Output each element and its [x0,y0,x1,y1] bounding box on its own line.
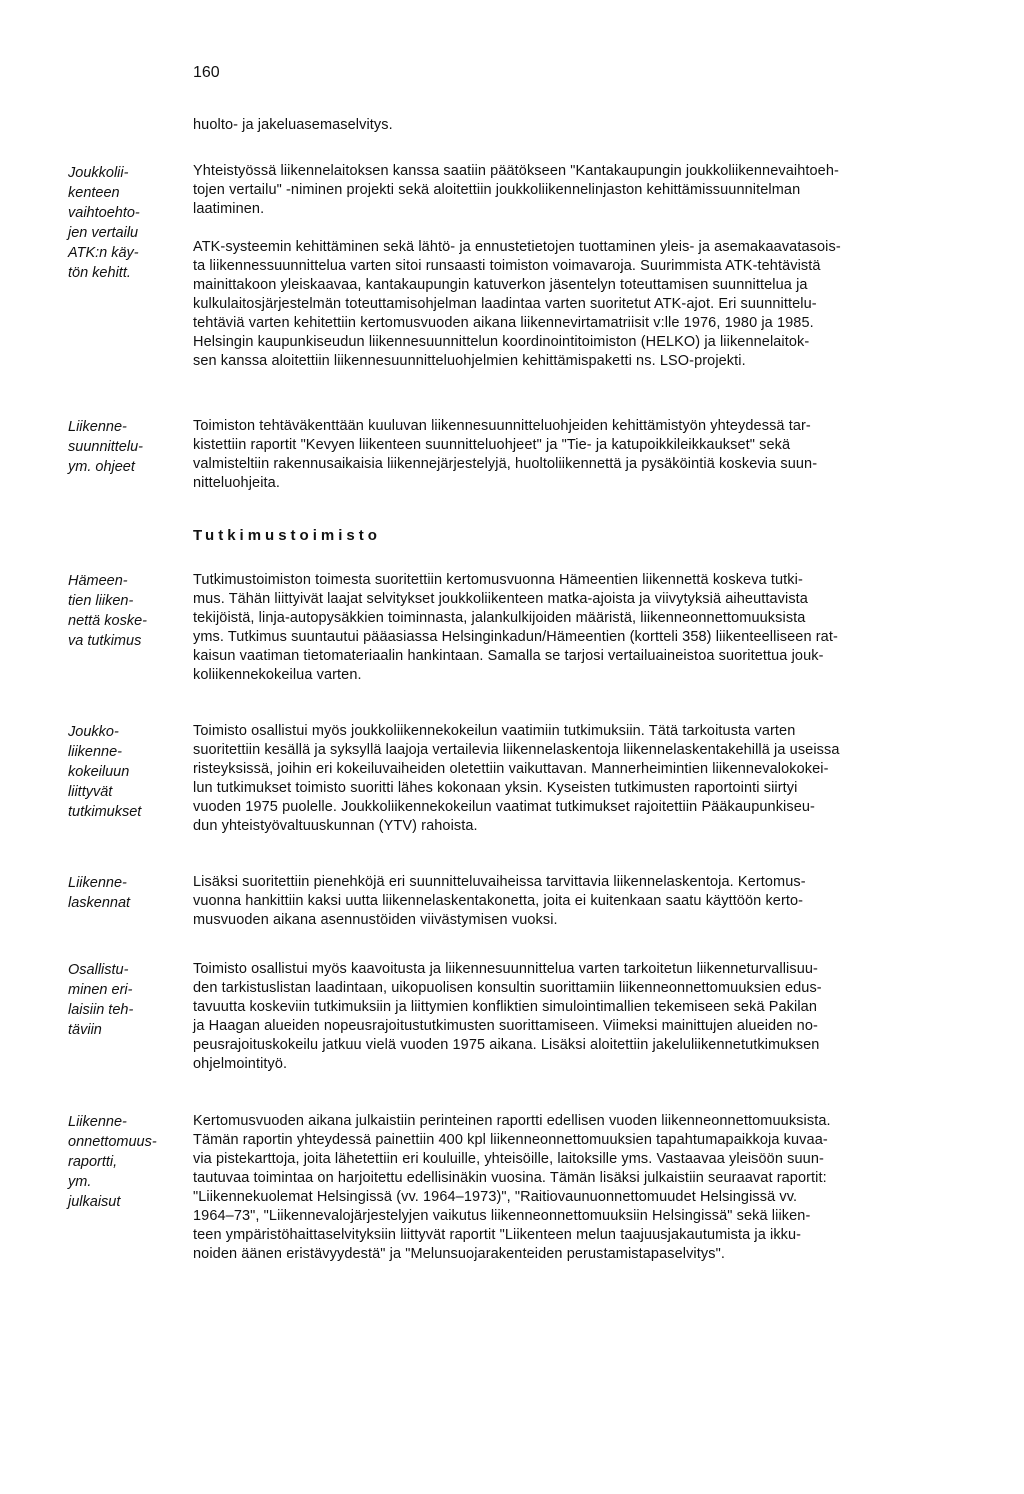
text-line: vuoden 1975 puolelle. Joukkoliikennekokeilun vaatimat tutkimukset rajoitettiin Pääkaupunkiseu- [193,799,815,815]
text-line: dun yhteistyövaltuuskunnan (YTV) rahoista. [193,818,478,834]
margin-line: liikenne- [68,744,122,760]
text-line: mus. Tähän liittyivät laajat selvitykset joukkoliikenteen matka-ajoista ja viivytyksiä aiheuttavista [193,591,808,607]
margin-line: Liikenne- [68,875,127,891]
text-block-0 [193,116,953,135]
text-line: Lisäksi suoritettiin pienehköjä eri suunnitteluvaiheissa tarvittavia liikennelaskentoja. Kertomus- [193,874,806,890]
text-line: huolto- ja jakeluasemaselvitys. [193,117,393,133]
page-number: 160 [193,64,220,81]
text-line: tavuutta koskeviin tutkimuksiin ja liittymien konfliktien simulointimallien tekemiseen sekä Pakilan [193,999,817,1015]
text-line: peusrajoituskokeilu jatkuu vielä vuoden 1975 aikana. Lisäksi aloitettiin jakeluliikennetutkimuksen [193,1037,820,1053]
text-line: tekijöistä, linja-autopysäkkien toiminnasta, jalankulkijoiden määristä, liikenneonnettomuuksista [193,610,806,626]
text-line: musvuoden aikana asennustöiden viivästymisen vuoksi. [193,912,558,928]
text-line: Tämän raportin yhteydessä painettiin 400 kpl liikenneonnettomuuksien tapahtumapaikkoja kuvaa- [193,1132,828,1148]
margin-line: suunnittelu- [68,439,143,455]
margin-line: Joukkolii- [68,165,129,181]
text-line [193,219,953,238]
margin-line: kenteen [68,185,120,201]
margin-line: Hämeen- [68,573,128,589]
text-line: nitteluohjeita. [193,475,280,491]
margin-line: Liikenne- [68,419,127,435]
text-line: tautuvaa toimintaa on harjoitettu edellisinäkin vuosina. Tämän lisäksi julkaistiin seuraavat raportit: [193,1170,827,1186]
text-line: yms. Tutkimus suuntautui pääasiassa Helsinginkadun/Hämeentien (kortteli 358) liikenteelliseen rat- [193,629,838,645]
margin-line: ym. ohjeet [68,459,135,475]
margin-line: ym. [68,1174,92,1190]
text-line: ta liikennessuunnittelua varten sitoi runsaasti toimiston voimavaroja. Suurimmista ATK-tehtävistä [193,258,821,274]
text-line: "Liikennekuolemat Helsingissä (vv. 1964–1973)", "Raitiovaunuonnettomuudet Helsingissä vv. [193,1189,798,1205]
margin-note-7 [68,1112,196,1212]
margin-line: vaihtoehto- [68,205,140,221]
margin-line: tutkimukset [68,804,142,820]
text-line: Toimisto osallistui myös kaavoitusta ja liikennesuunnittelua varten tarkoitetun liikenneturvallisuu- [193,961,818,977]
margin-line: täviin [68,1022,102,1038]
text-line: kaisun vaatiman tietomateriaalin hankintaan. Samalla se tarjosi vertailuaineistoa suoritettua jouk- [193,648,824,664]
margin-line: tien liiken- [68,593,134,609]
text-block-3 [193,571,953,685]
margin-line: laisiin teh- [68,1002,134,1018]
margin-line: onnettomuus- [68,1134,157,1150]
text-line: vuonna hankittiin kaksi uutta liikennelaskentakonetta, joita ei kuitenkaan saatu käyttöön kerto- [193,893,804,909]
text-block-6 [193,960,953,1074]
text-line: mainittakoon yleiskaavaa, kantakaupungin katuverkon jäsentelyn toteuttamisen suunnittelua ja [193,277,808,293]
text-line: ohjelmointityö. [193,1056,288,1072]
text-line: Toimiston tehtäväkenttään kuuluvan liikennesuunnitteluohjeiden kehittämistyön yhteydessä tar- [193,418,811,434]
text-line: via pistekarttoja, joita lähetettiin eri kouluille, yhteisöille, laitoksille yms. Vastaavaa yleisöön suun- [193,1151,824,1167]
text-line: koliikennekokeilua varten. [193,667,362,683]
text-line: Toimisto osallistui myös joukkoliikennekokeilun vaatimiin tutkimuksiin. Tätä tarkoitusta varten [193,723,796,739]
text-block-4 [193,722,953,836]
text-line: valmisteltiin rakennusaikaisia liikennejärjestelyjä, huoltoliikennettä ja pysäköintiä koskevia suun- [193,456,818,472]
margin-note-1 [68,163,196,283]
margin-line: va tutkimus [68,633,142,649]
margin-line: julkaisut [68,1194,121,1210]
margin-line: minen eri- [68,982,133,998]
text-line: laatiminen. [193,201,265,217]
text-line: 1964–73", "Liikennevalojärjestelyjen vaikutus liikenneonnettomuuksiin Helsingissä" sekä liiken- [193,1208,811,1224]
text-line: lun tutkimukset toimisto suoritti lähes kokonaan yksin. Kyseisten tutkimusten raportointi siirtyi [193,780,798,796]
text-block-2 [193,417,953,493]
section-heading: Tutkimustoimisto [193,527,381,544]
text-line: den tarkistuslistan laadintaan, uikopuolisen konsultin suorittamiin liikenneonnettomuuksien edus- [193,980,822,996]
text-line: tojen vertailu" -niminen projekti sekä aloitettiin joukkoliikennelinjaston kehittämissuunnitelman [193,182,801,198]
text-line: risteyksissä, joihin eri kokeiluvaiheiden oletettiin vaikuttavan. Mannerheimintien liikennevalokokei- [193,761,829,777]
text-line: tehtäviä varten kehitettiin kertomusvuoden aikana liikennevirtamatriisit v:lle 1976, 1980 ja 1985. [193,315,814,331]
margin-line: tön kehitt. [68,265,131,281]
margin-note-6 [68,960,196,1040]
text-block-1 [193,162,953,371]
margin-note-5 [68,873,196,913]
text-line: kistettiin raportit "Kevyen liikenteen suunnitteluohjeet" ja "Tie- ja katupoikkileikkaukset" sekä [193,437,791,453]
margin-line: laskennat [68,895,131,911]
margin-line: jen vertailu [68,225,139,241]
margin-line: Osallistu- [68,962,129,978]
text-block-5 [193,873,953,930]
margin-line: nettä koske- [68,613,147,629]
text-line: suoritettiin kesällä ja syksyllä laajoja vertailevia liikennelaskentoja liikennelaskentakehillä ja useissa [193,742,840,758]
margin-note-3 [68,571,196,651]
margin-note-2 [68,417,196,477]
text-line: Yhteistyössä liikennelaitoksen kanssa saatiin päätökseen "Kantakaupungin joukkoliikennevaihtoeh- [193,163,839,179]
margin-line: Liikenne- [68,1114,127,1130]
margin-line: Joukko- [68,724,119,740]
text-line: Helsingin kaupunkiseudun liikennesuunnittelun koordinointitoimiston (HELKO) ja liikennelaitok- [193,334,810,350]
margin-note-4 [68,722,196,822]
text-line: sen kanssa aloitettiin liikennesuunnitteluohjelmien kehittämispaketti ns. LSO-projekti. [193,353,746,369]
text-line: ja Haagan alueiden nopeusrajoitustutkimusten suorittamiseen. Viimeksi mainittujen alueiden no- [193,1018,818,1034]
text-line: kulkulaitosjärjestelmän toteuttamisohjelman laadintaa varten suoritetut ATK-ajot. Eri suunnittelu- [193,296,817,312]
text-line: teen ympäristöhaittaselvityksiin liittyvät raportit "Liikenteen melun taajuusjakautumista ja ikku- [193,1227,802,1243]
margin-line: kokeiluun [68,764,130,780]
margin-line: raportti, [68,1154,118,1170]
text-line: noiden äänen eristävyydestä" ja "Melunsuojarakenteiden perustamistapaselvitys". [193,1246,725,1262]
text-line: ATK-systeemin kehittäminen sekä lähtö- ja ennustetietojen tuottaminen yleis- ja asemakaavatasois- [193,239,841,255]
text-line: Tutkimustoimiston toimesta suoritettiin kertomusvuonna Hämeentien liikennettä koskeva tutki- [193,572,803,588]
margin-line: liittyvät [68,784,113,800]
margin-line: ATK:n käy- [68,245,139,261]
text-block-7 [193,1112,953,1264]
text-line: Kertomusvuoden aikana julkaistiin perinteinen raportti edellisen vuoden liikenneonnettomuuksista. [193,1113,831,1129]
